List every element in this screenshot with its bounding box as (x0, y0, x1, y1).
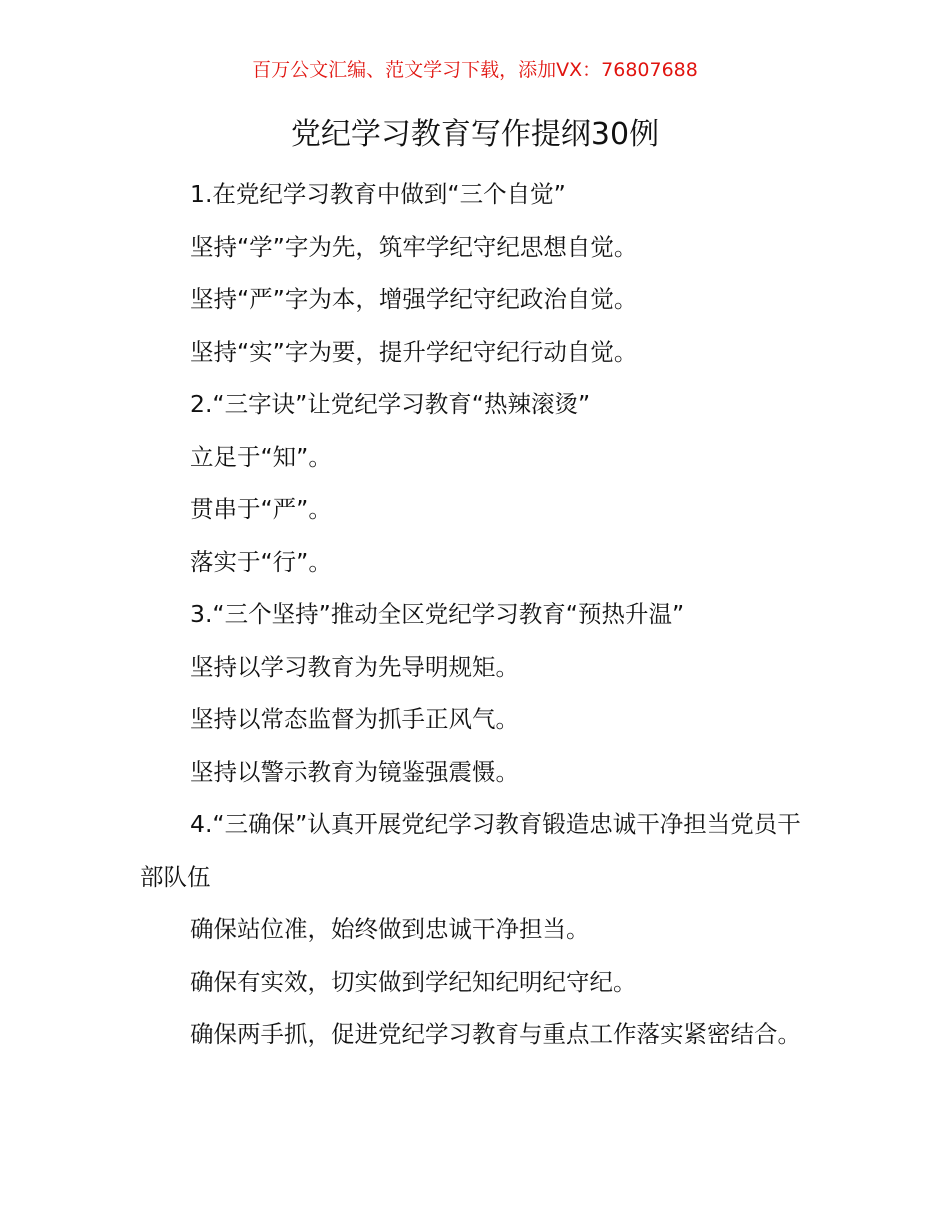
watermark-header: 百万公文汇编、范文学习下载，添加VX：76807688 (252, 59, 698, 81)
paragraph: 确保站位准，始终做到忠诚干净担当。 (190, 915, 590, 943)
paragraph: 坚持“严”字为本，增强学纪守纪政治自觉。 (190, 285, 638, 313)
paragraph: 立足于“知”。 (190, 442, 332, 471)
paragraph: 坚持以警示教育为镜鉴强震慑。 (190, 757, 519, 786)
paragraph: 贯串于“严”。 (190, 495, 332, 523)
paragraph-heading-2: 2.“三字诀”让党纪学习教育“热辣滚烫” (190, 390, 591, 418)
paragraph: 坚持“实”字为要，提升学纪守纪行动自觉。 (190, 337, 638, 366)
paragraph: 坚持以学习教育为先导明规矩。 (190, 652, 519, 681)
document-body (140, 168, 820, 1061)
paragraph: 确保两手抓，促进党纪学习教育与重点工作落实紧密结合。 (190, 1020, 801, 1048)
paragraph-heading-3: 3.“三个坚持”推动全区党纪学习教育“预热升温” (190, 600, 685, 628)
page-title: 党纪学习教育写作提纲30例 (290, 117, 660, 152)
paragraph: 坚持以常态监督为抓手正风气。 (190, 705, 519, 733)
paragraph-heading-4: 4.“三确保”认真开展党纪学习教育锻造忠诚干净担当党员干部队伍 (140, 810, 801, 891)
paragraph-heading-1: 1.在党纪学习教育中做到“三个自觉” (190, 180, 566, 208)
paragraph: 落实于“行”。 (190, 547, 332, 576)
paragraph: 确保有实效，切实做到学纪知纪明纪守纪。 (190, 967, 637, 996)
paragraph: 坚持“学”字为先，筑牢学纪守纪思想自觉。 (190, 232, 638, 261)
